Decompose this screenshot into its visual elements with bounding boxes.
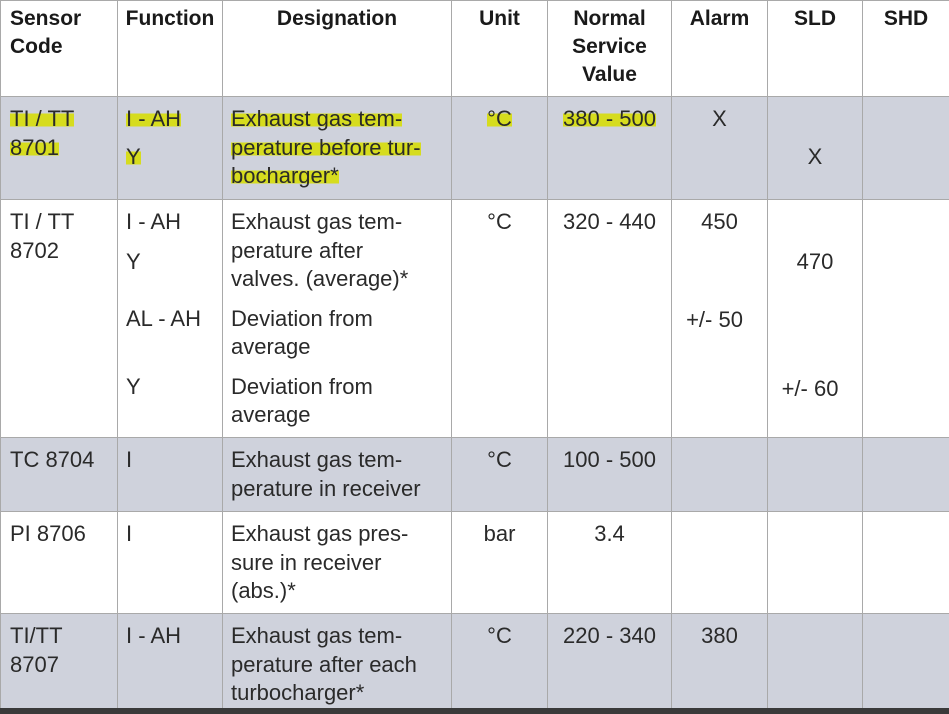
- designation-cell: Exhaust gas tem- perature before tur- bocharger*: [223, 97, 452, 200]
- function-cell: I: [118, 438, 223, 512]
- sensor-code-cell: PI 8706: [1, 512, 118, 614]
- alarm-cell: [672, 512, 768, 614]
- alarm-cell: [672, 438, 768, 512]
- normal-value-cell: 380 - 500: [548, 97, 672, 200]
- function-cell: I - AH Y AL - AH Y: [118, 200, 223, 438]
- shd-cell: [863, 438, 949, 512]
- header-unit: Unit: [452, 1, 548, 97]
- unit-cell: °C: [452, 438, 548, 512]
- header-alarm: Alarm: [672, 1, 768, 97]
- sensor-code-cell: TI/TT 8707: [1, 614, 118, 714]
- header-function: Function: [118, 1, 223, 97]
- designation-cell: Exhaust gas tem- perature in receiver: [223, 438, 452, 512]
- table-row: [1, 438, 949, 512]
- alarm-cell: 380: [672, 614, 768, 714]
- sensor-code-cell: TI / TT 8701: [1, 97, 118, 200]
- shd-cell: [863, 200, 949, 438]
- normal-value-cell: 3.4: [548, 512, 672, 614]
- table-row: [1, 614, 949, 714]
- window-bottom-edge: [0, 708, 949, 714]
- normal-value-cell: 100 - 500: [548, 438, 672, 512]
- header-sld: SLD: [768, 1, 863, 97]
- sensor-code-cell: TI / TT 8702: [1, 200, 118, 438]
- unit-cell: bar: [452, 512, 548, 614]
- designation-cell: Exhaust gas pres- sure in receiver (abs.)*: [223, 512, 452, 614]
- table-row: [1, 97, 949, 200]
- header-designation: Designation: [223, 1, 452, 97]
- unit-cell: °C: [452, 200, 548, 438]
- designation-cell: Exhaust gas tem- perature after valves. (average)* Deviation from average Deviation from average: [223, 200, 452, 438]
- shd-cell: [863, 97, 949, 200]
- header-normal-service-value: Normal Service Value: [548, 1, 672, 97]
- unit-cell: °C: [452, 614, 548, 714]
- shd-cell: [863, 614, 949, 714]
- header-shd: SHD: [863, 1, 949, 97]
- table-row: [1, 200, 949, 438]
- sld-cell: X: [768, 97, 863, 200]
- unit-cell: °C: [452, 97, 548, 200]
- sld-cell: [768, 614, 863, 714]
- function-cell: I - AH: [118, 614, 223, 714]
- normal-value-cell: 320 - 440: [548, 200, 672, 438]
- normal-value-cell: 220 - 340: [548, 614, 672, 714]
- sensor-code-cell: TC 8704: [1, 438, 118, 512]
- header-row: [1, 1, 949, 97]
- table-row: [1, 512, 949, 614]
- designation-cell: Exhaust gas tem- perature after each turbocharger*: [223, 614, 452, 714]
- sld-cell: 470 +/- 60: [768, 200, 863, 438]
- sld-cell: [768, 512, 863, 614]
- shd-cell: [863, 512, 949, 614]
- function-cell: I: [118, 512, 223, 614]
- header-sensor-code: Sensor Code: [1, 1, 118, 97]
- sld-cell: [768, 438, 863, 512]
- alarm-cell: 450 +/- 50: [672, 200, 768, 438]
- alarm-cell: X: [672, 97, 768, 200]
- function-cell: I - AH Y: [118, 97, 223, 200]
